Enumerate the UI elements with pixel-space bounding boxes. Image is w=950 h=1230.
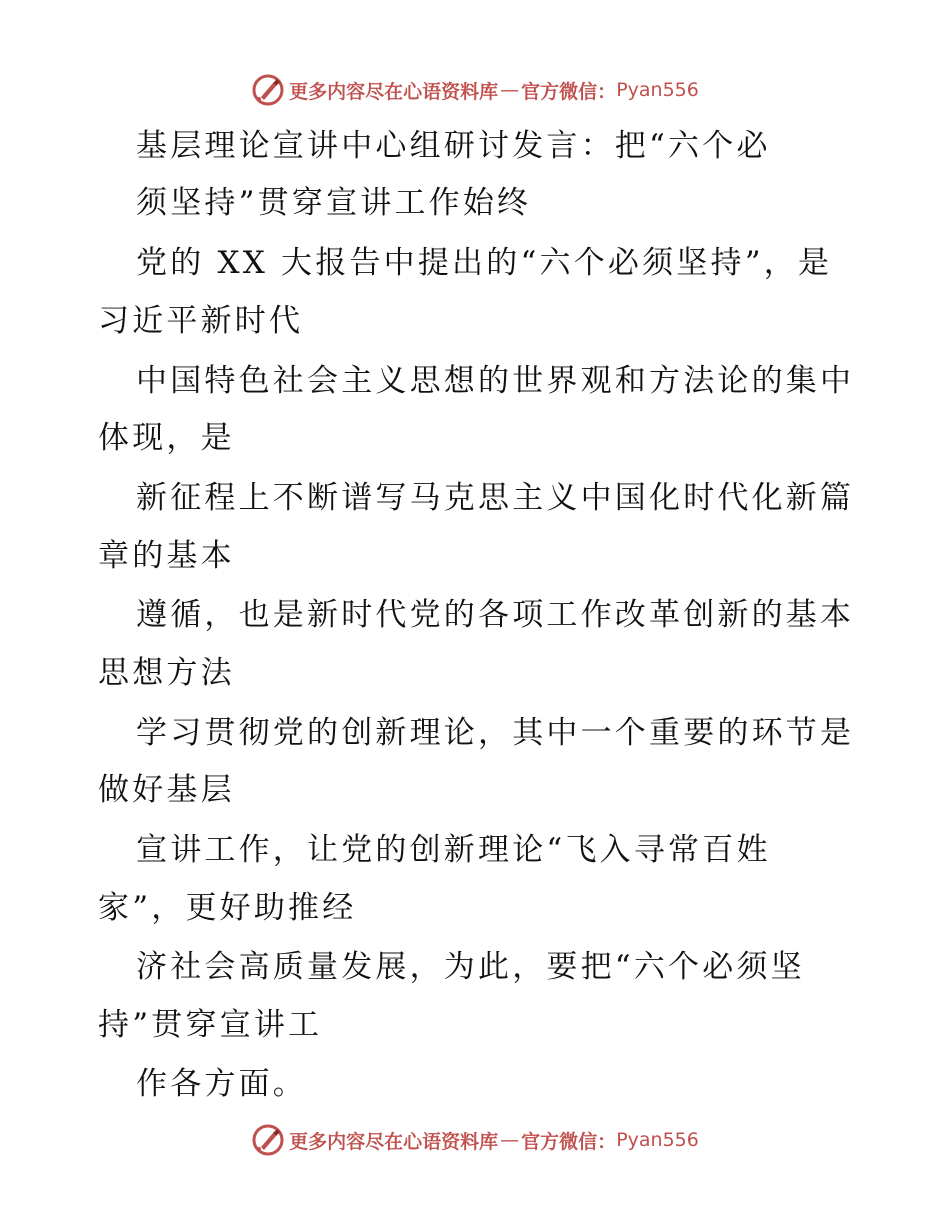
banner-wechat-id: Pyan556 (616, 79, 699, 101)
paragraph-line: 体现，是 (98, 420, 235, 456)
doc-title-line-1: 基层理论宣讲中心组研讨发言：把“六个必 (136, 128, 771, 164)
header-banner (0, 70, 950, 110)
paragraph-line: 济社会高质量发展，为此，要把“六个必须坚 (136, 949, 805, 985)
paragraph-line: 持”贯穿宣讲工 (98, 1007, 323, 1043)
pen-logo-icon (251, 1123, 285, 1157)
banner-dash: — (500, 1129, 520, 1151)
paragraph-line: 学习贯彻党的创新理论，其中一个重要的环节是 (136, 715, 855, 751)
paragraph-line: 宣讲工作，让党的创新理论“飞入寻常百姓 (136, 832, 771, 868)
banner-site-text: 更多内容尽在心语资料库 (289, 80, 499, 103)
banner-wechat-label: 官方微信： (521, 1130, 617, 1153)
banner-wechat-id: Pyan556 (616, 1129, 699, 1151)
banner-wechat-label: 官方微信： (521, 80, 617, 103)
pen-logo-icon (251, 73, 285, 107)
paragraph-line: 家”，更好助推经 (98, 890, 357, 926)
paragraph-line: 遵循，也是新时代党的各项工作改革创新的基本 (136, 597, 855, 633)
paragraph-line: 党的 XX 大报告中提出的“六个必须坚持”，是 (136, 245, 833, 281)
doc-title-line-2: 须坚持”贯穿宣讲工作始终 (136, 185, 532, 221)
paragraph-line: 章的基本 (98, 538, 235, 574)
paragraph-line: 新征程上不断谱写马克思主义中国化时代化新篇 (136, 480, 855, 516)
banner-site-text: 更多内容尽在心语资料库 (289, 1130, 499, 1153)
footer-banner (0, 1120, 950, 1160)
paragraph-line: 中国特色社会主义思想的世界观和方法论的集中 (136, 363, 855, 399)
paragraph-line: 思想方法 (98, 655, 235, 691)
paragraph-line: 做好基层 (98, 772, 235, 808)
paragraph-line: 作各方面。 (136, 1066, 307, 1102)
paragraph-line: 习近平新时代 (98, 303, 304, 339)
banner-dash: — (500, 79, 520, 101)
